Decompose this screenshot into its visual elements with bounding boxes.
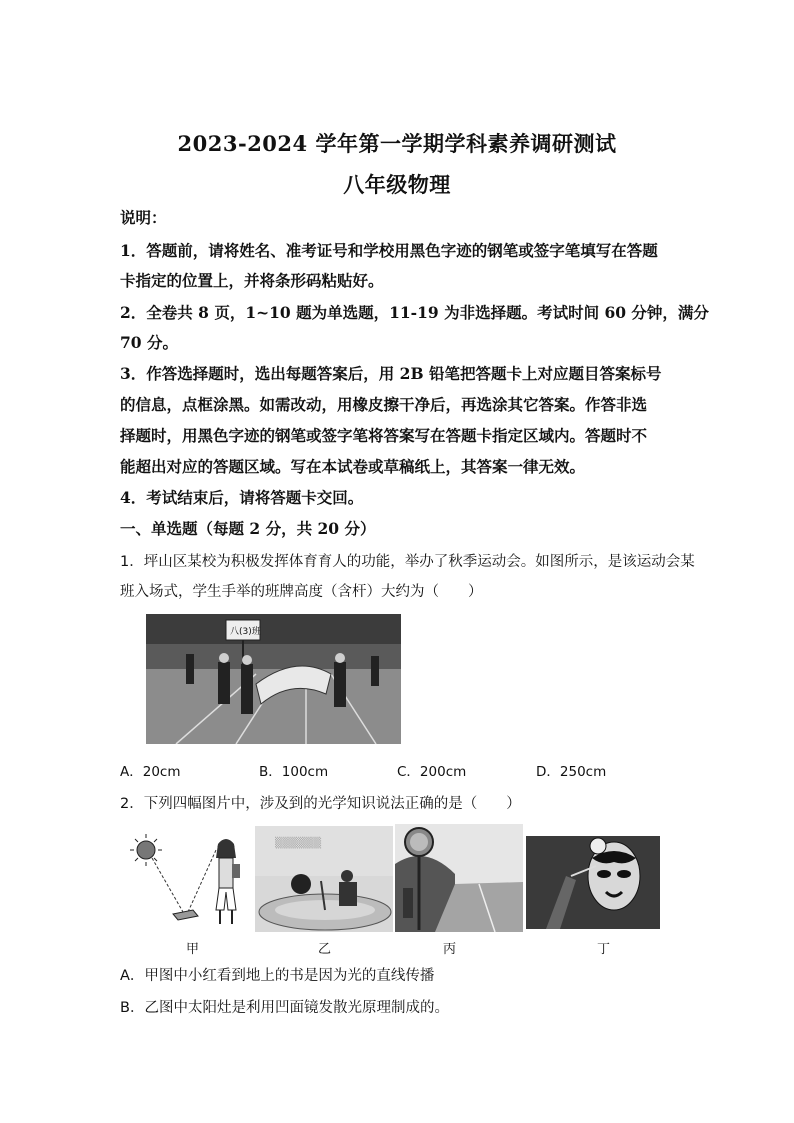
- q2-figure-bing: [395, 824, 523, 932]
- instruction-line: 1．答题前，请将姓名、准考证号和学校用黑色字迹的钢笔或签字笔填写在答题: [120, 241, 658, 260]
- q2-figure-yi: [255, 826, 393, 932]
- exam-subtitle: 八年级物理: [343, 172, 451, 197]
- q2-caption-ding: 丁: [597, 942, 611, 957]
- question1-stem: 班入场式，学生手举的班牌高度（含杆）大约为（ ）: [120, 584, 483, 600]
- instruction-line: 卡指定的位置上，并将条形码粘贴好。: [120, 271, 384, 290]
- q2-figure-ding: [526, 836, 660, 929]
- instruction-line: 70 分。: [120, 333, 178, 352]
- instructions-label: 说明：: [120, 208, 167, 227]
- q2-caption-bing: 丙: [443, 942, 457, 957]
- exam-title: 2023-2024 学年第一学期学科素养调研测试: [177, 131, 617, 156]
- q1-sign-text: 八(3)班: [230, 627, 261, 637]
- instruction-line: 的信息，点框涂黑。如需改动，用橡皮擦干净后，再选涂其它答案。作答非选: [120, 395, 648, 414]
- q2-figure-jia: [128, 830, 248, 930]
- q1-option-b: B．100cm: [259, 764, 329, 780]
- instruction-line: 2．全卷共 8 页，1~10 题为单选题，11-19 为非选择题。考试时间 60 分钟，满分: [120, 303, 709, 322]
- instruction-line: 能超出对应的答题区域。写在本试卷或草稿纸上，其答案一律无效。: [120, 457, 586, 476]
- q2-caption-yi: 乙: [318, 942, 332, 957]
- q2-option-b: B．乙图中太阳灶是利用凹面镜发散光原理制成的。: [120, 1000, 449, 1016]
- q1-option-d: D．250cm: [536, 764, 607, 780]
- instruction-line: 4．考试结束后，请将答题卡交回。: [120, 488, 364, 507]
- svg-text:▒▒▒▒▒▒: ▒▒▒▒▒▒: [275, 838, 322, 849]
- q1-parade-photo: [146, 614, 401, 744]
- q2-caption-jia: 甲: [186, 942, 200, 957]
- question2-stem: 2．下列四幅图片中，涉及到的光学知识说法正确的是（ ）: [120, 796, 521, 812]
- instruction-line: 3．作答选择题时，选出每题答案后，用 2B 铅笔把答题卡上对应题目答案标号: [120, 364, 662, 383]
- q1-option-a: A．20cm: [120, 764, 181, 780]
- question1-stem: 1．坪山区某校为积极发挥体育育人的功能，举办了秋季运动会。如图所示，是该运动会某: [120, 554, 695, 570]
- q2-option-a: A．甲图中小红看到地上的书是因为光的直线传播: [120, 968, 435, 984]
- instruction-line: 择题时，用黑色字迹的钢笔或签字笔将答案写在答题卡指定区域内。答题时不: [120, 426, 648, 445]
- section-heading: 一、单选题（每题 2 分，共 20 分）: [120, 519, 376, 538]
- q1-option-c: C．200cm: [397, 764, 467, 780]
